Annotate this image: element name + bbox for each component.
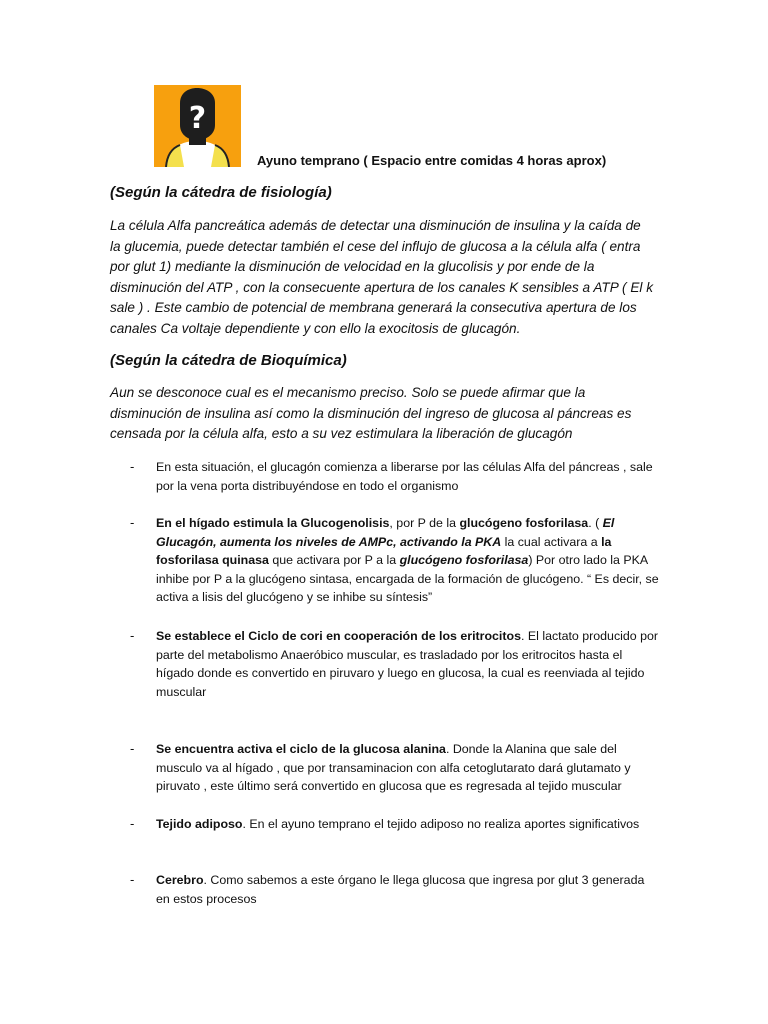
- bullet-marker: -: [130, 816, 135, 831]
- unknown-user-icon: [154, 85, 241, 167]
- page-title: Ayuno temprano ( Espacio entre comidas 4 horas aprox): [257, 153, 607, 168]
- list-item-text: la cual activara a: [501, 534, 602, 549]
- list-item: [156, 514, 661, 607]
- list-item: [156, 740, 661, 796]
- list-item-bold: glucógeno fosforilasa: [459, 516, 589, 530]
- bullet-marker: -: [130, 628, 135, 643]
- list-item-text: , por P de la: [389, 516, 460, 530]
- paragraph-bioquimica: Aun se desconoce cual es el mecanismo preciso. Solo se puede afirmar que la disminución de insulina así como la disminución del ingreso de glucosa al páncreas es censada por la célula alfa, esto a su vez estimulara la liberación de glucagón: [110, 385, 632, 442]
- list-item-bold: Tejido adiposo: [156, 817, 243, 831]
- bullet-marker: -: [130, 459, 135, 474]
- list-item-bold-italic: El Glucagón, aumenta los niveles de AMPc, activando la PKA: [156, 516, 615, 549]
- svg-text:?: ?: [188, 101, 207, 136]
- list-item-bold: Se encuentra activa el ciclo de la glucosa alanina: [156, 742, 446, 756]
- list-item: [156, 627, 661, 701]
- list-item-text: En esta situación, el glucagón comienza a liberarse por las células Alfa del páncreas , sale por la vena porta distribuyéndose en todo el organismo: [156, 460, 653, 493]
- list-item-bold: En el hígado estimula la Glucogenolisis: [156, 516, 390, 530]
- list-item-text: . En el ayuno temprano el tejido adiposo no realiza aportes significativos: [242, 817, 640, 831]
- paragraph-fisiologia: La célula Alfa pancreática además de detectar una disminución de insulina y la caída de la glucemia, puede detectar también el cese del influjo de glucosa a la célula alfa ( entra por glut 1) mediante la disminución de velocidad en la glucolisis y por ende de la disminución del ATP , con la consecuente apertura de los canales K sensibles a ATP ( El k sale ) . Este cambio de potencial de membrana generará la consecutiva apertura de los canales Ca voltaje dependiente y con ello la exocitosis de glucagón.: [110, 218, 654, 336]
- list-item-text: . (: [588, 516, 603, 530]
- section-heading-fisiologia: (Según la cátedra de fisiología): [110, 184, 332, 201]
- bullet-marker: -: [130, 741, 135, 756]
- list-item-bold: la fosforilasa quinasa: [156, 534, 612, 567]
- list-item-text: . Donde la Alanina que sale del musculo va al hígado , que por transaminacion con alfa cetoglutarato dará glutamato y piruvato , este último será convertido en glucosa que es regresada al tejido muscular: [156, 742, 631, 793]
- bullet-marker: -: [130, 515, 135, 530]
- section-heading-bioquimica: (Según la cátedra de Bioquímica): [110, 352, 347, 369]
- list-item-text: que activara por P a la: [268, 553, 400, 567]
- list-item-bold-italic: glucógeno fosforilasa: [399, 553, 529, 567]
- list-item: [156, 458, 661, 495]
- list-item: [156, 871, 661, 908]
- bullet-marker: -: [130, 872, 135, 887]
- list-item-text: ) Por otro lado la PKA inhibe por P a la glucógeno sintasa, encargada de la formación de glucógeno. “ Es decir, se activa a lisis del glucógeno y se inhibe su síntesis”: [156, 553, 659, 604]
- list-item-text: . El lactato producido por parte del metabolismo Anaeróbico muscular, es trasladado por los eritrocitos hasta el hígado donde es convertido en piruvaro y luego en glucosa, la cual es reenviada al tejido muscular: [156, 629, 659, 699]
- list-item-bold: Se establece el Ciclo de cori en cooperación de los eritrocitos: [156, 629, 521, 643]
- list-item-bold: Cerebro: [156, 873, 204, 887]
- list-item: [156, 815, 661, 834]
- avatar: [154, 85, 241, 167]
- list-item-text: . Como sabemos a este órgano le llega glucosa que ingresa por glut 3 generada en estos procesos: [156, 873, 645, 906]
